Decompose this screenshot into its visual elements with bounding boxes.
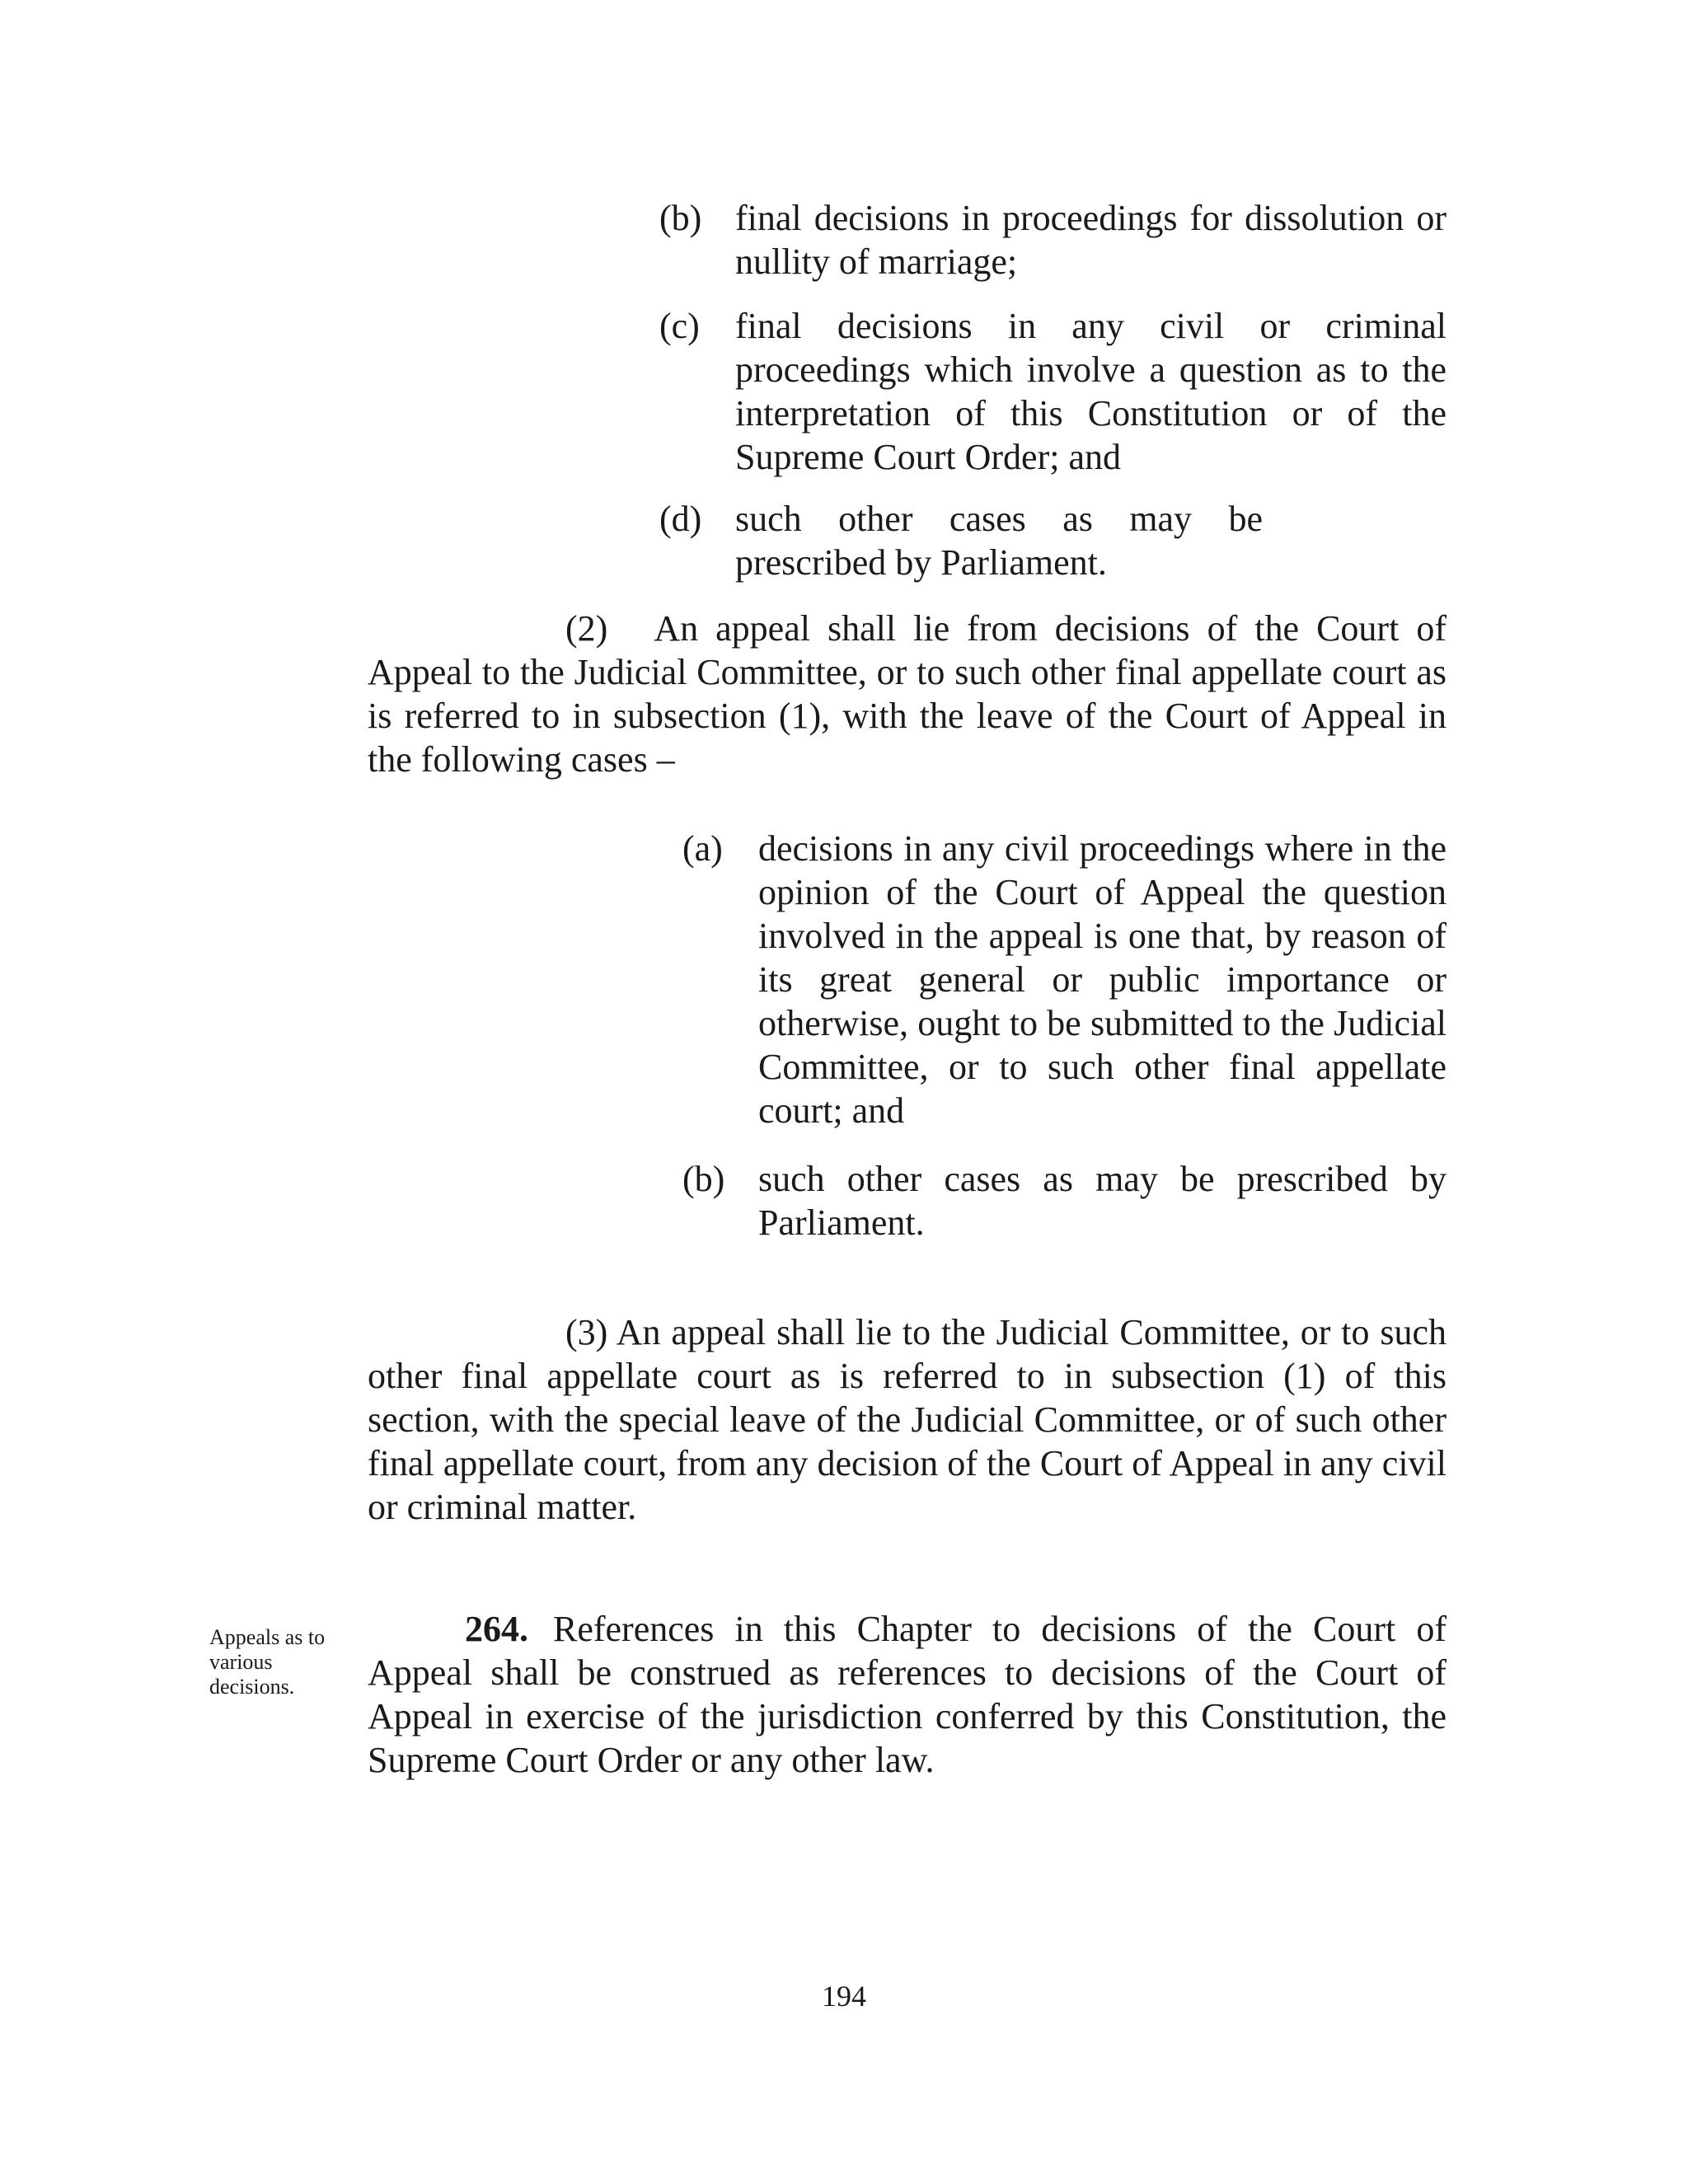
section-text: References in this Chapter to decisions of the Court of Appeal shall be construed as references to decisions of the Court of Appeal in exercise of the jurisdiction conferred by this Constitution, the Supreme Court Order or any other law. bbox=[368, 1609, 1447, 1780]
section-264 bbox=[368, 1607, 1447, 1782]
list-item-text: final decisions in proceedings for dissolution or nullity of marriage; bbox=[735, 198, 1447, 282]
subsection-number: (3) bbox=[565, 1312, 608, 1352]
list-item-text: decisions in any civil proceedings where in the opinion of the Court of Appeal the question involved in the appeal is one that, by reason of its great general or public importance or otherwise, ought to be submitted to the Judicial Committee, or to such other final appellate court; and bbox=[758, 828, 1447, 1131]
subsection-3 bbox=[368, 1310, 1447, 1529]
list-item-label: (a) bbox=[682, 828, 723, 869]
list-item-text: final decisions in any civil or criminal proceedings which involve a question as to the interpretation of this Constitution or of the Supreme Court Order; and bbox=[735, 306, 1447, 477]
subsection-text: An appeal shall lie to the Judicial Committee, or to such other final appellate court as is referred to in subsection (1) of this section, with the special leave of the Judicial Committee, or of such other final appellate court, from any decision of the Court of Appeal in any civil or criminal matter. bbox=[368, 1312, 1447, 1527]
section-number: 264. bbox=[465, 1609, 528, 1649]
list-item-label: (d) bbox=[659, 499, 702, 539]
list-item-text: such other cases as may be prescribed by Parliament. bbox=[735, 499, 1263, 583]
page-number: 194 bbox=[822, 1980, 866, 2013]
list-item-label: (c) bbox=[659, 306, 700, 346]
list-item-label: (b) bbox=[682, 1159, 725, 1199]
margin-note: Appeals as to various decisions. bbox=[209, 1625, 326, 1699]
list-item-text: such other cases as may be prescribed by Parliament. bbox=[758, 1159, 1447, 1243]
subsection-text: An appeal shall lie from decisions of the Court of Appeal to the Judicial Committee, or to such other final appellate court as is referred to in subsection (1), with the leave of the Court of Appeal in the following cases – bbox=[368, 608, 1447, 780]
list-item-label: (b) bbox=[659, 198, 702, 238]
subsection-number: (2) bbox=[565, 608, 608, 649]
subsection-2 bbox=[368, 607, 1447, 781]
